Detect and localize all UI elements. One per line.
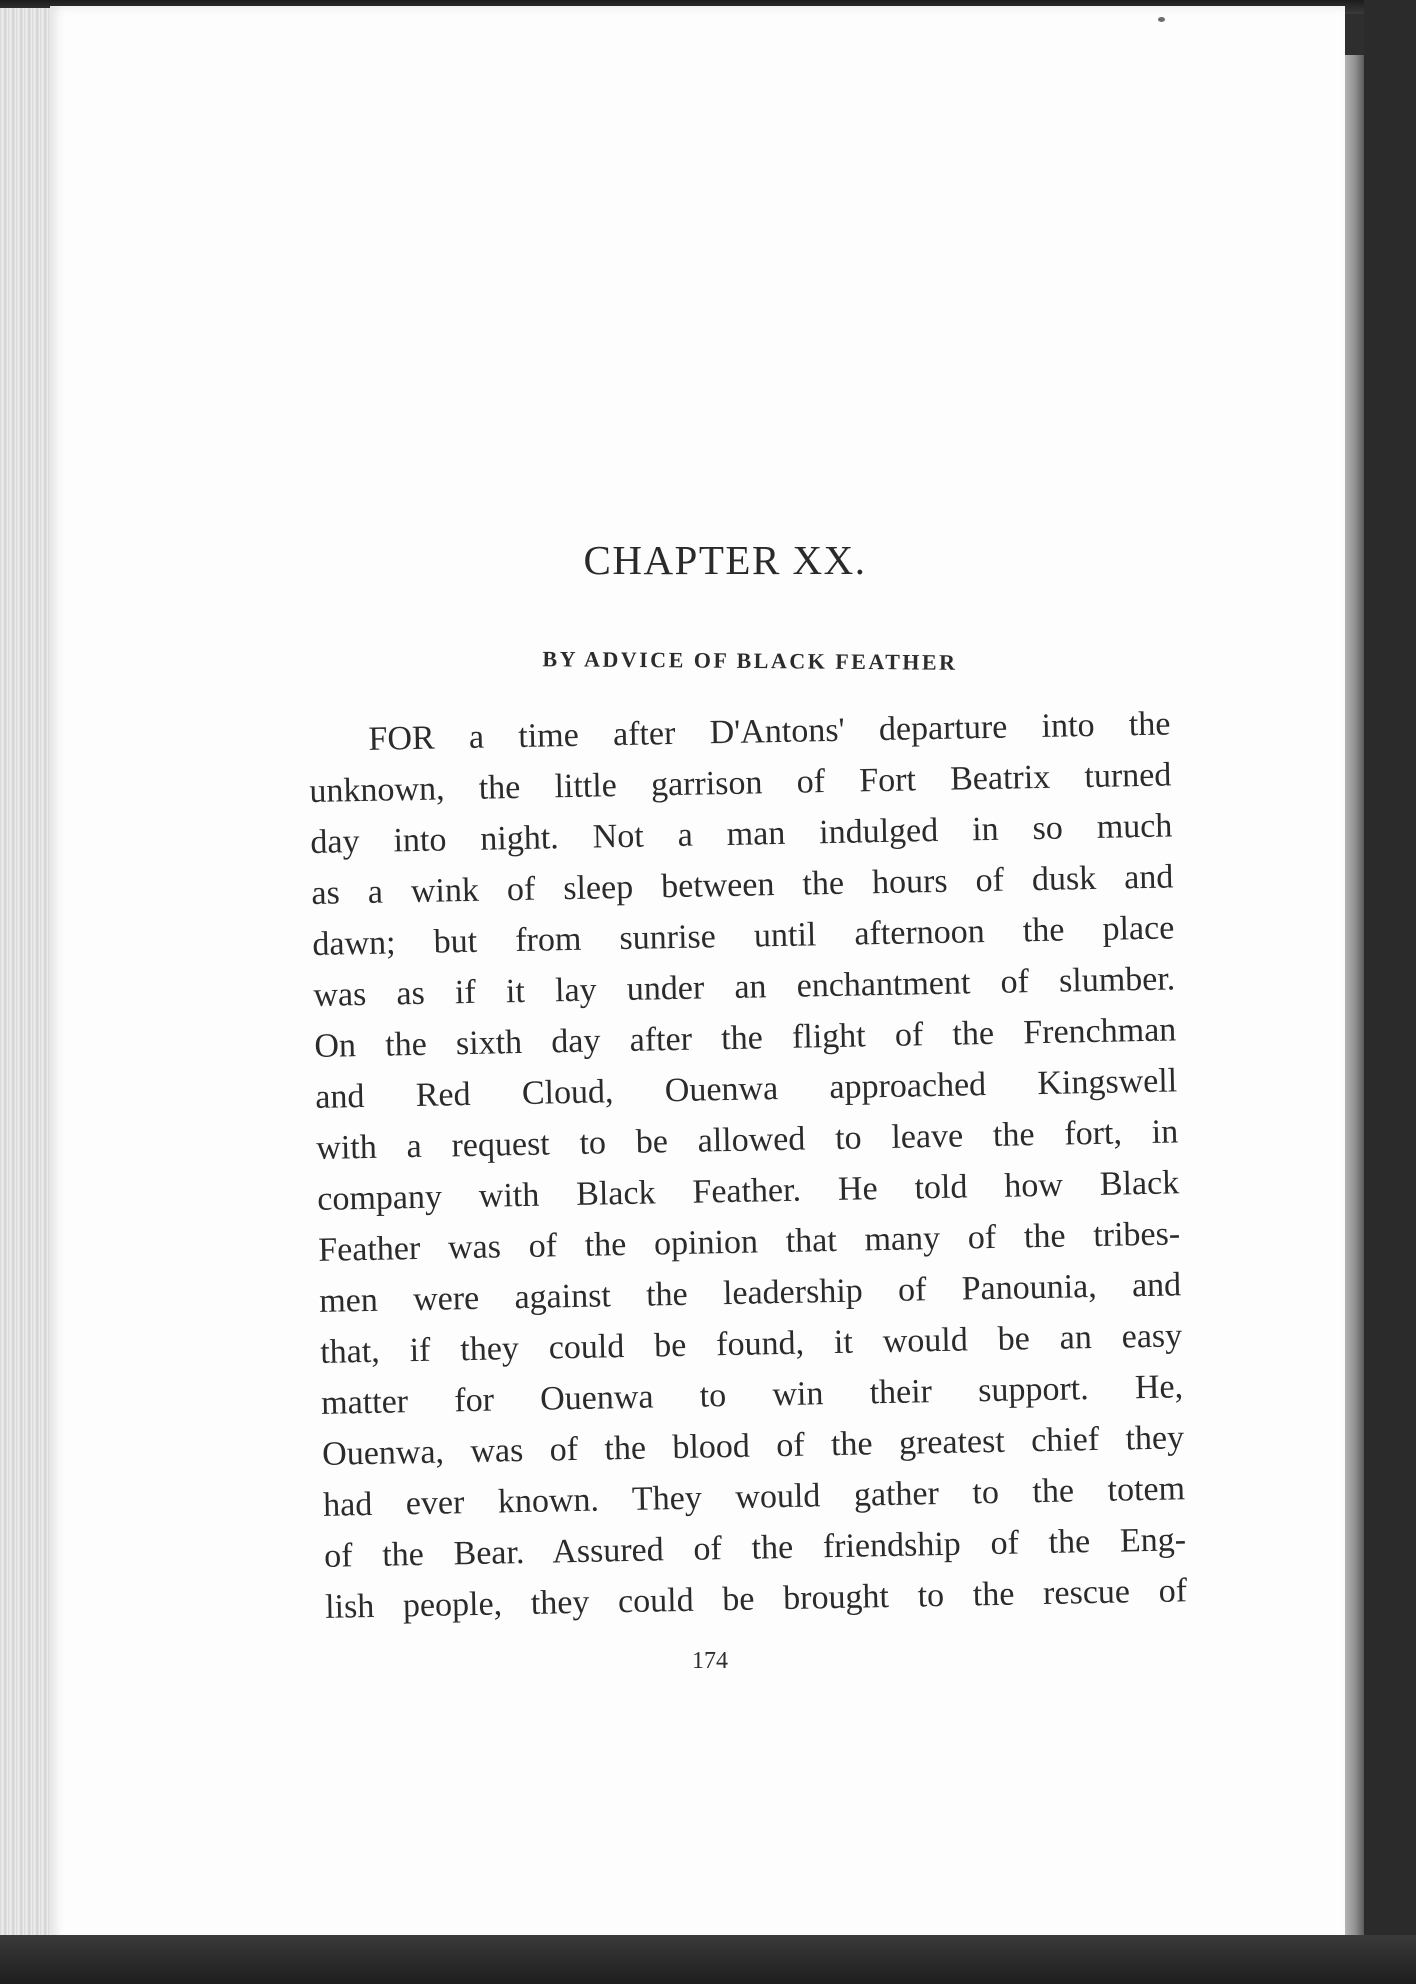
scan-speck [1158,17,1165,22]
body-line: and Red Cloud, Ouenwa approached Kingswell [314,1062,1178,1116]
body-line: with a request to be allowed to leave the fort, in [315,1113,1179,1167]
scan-background-bottom [0,1935,1416,1984]
body-line: that, if they could be found, it would be an easy [319,1317,1183,1371]
body-line: of the Bear. Assured of the friendship of the Eng- [323,1521,1187,1575]
chapter-subtitle: BY ADVICE OF BLACK FEATHER [542,646,958,675]
body-line: had ever known. They would gather to the totem [322,1470,1186,1524]
chapter-title: CHAPTER XX. [583,537,867,583]
body-line: as a wink of sleep between the hours of dusk and [311,858,1174,912]
body-line: company with Black Feather. He told how Black [316,1164,1180,1218]
body-text [308,698,1187,1632]
body-line: lish people, they could be brought to the rescue of [324,1572,1188,1626]
body-line: unknown, the little garrison of Fort Beatrix turned [309,756,1172,810]
body-line: matter for Ouenwa to win their support. He, [320,1368,1184,1422]
body-line: men were against the leadership of Panounia, and [318,1266,1182,1320]
body-line: Ouenwa, was of the blood of the greatest chief they [321,1419,1185,1473]
body-line: was as if it lay under an enchantment of slumber. [313,960,1176,1014]
scan-background-right [1364,0,1416,1984]
body-line: Feather was of the opinion that many of the tribes- [317,1215,1181,1269]
page-number: 174 [692,1648,728,1674]
body-line: day into night. Not a man indulged in so much [310,807,1173,861]
body-line: On the sixth day after the flight of the Frenchman [314,1011,1177,1065]
body-line: FOR a time after D'Antons' departure into the [368,705,1171,758]
body-line: dawn; but from sunrise until afternoon the place [312,909,1175,963]
